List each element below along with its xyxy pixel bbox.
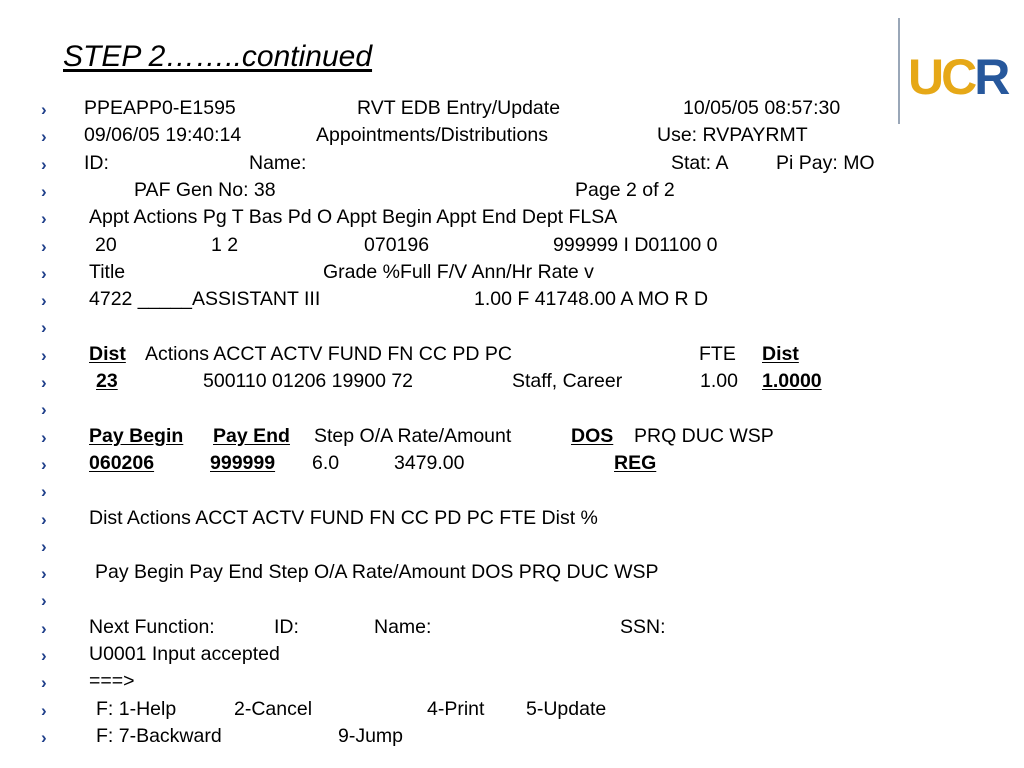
terminal-text: 4-Print xyxy=(427,698,485,720)
terminal-text: 9-Jump xyxy=(338,725,404,747)
terminal-text: Name: xyxy=(249,152,307,174)
bullet-icon: › xyxy=(41,373,47,392)
bullet-icon: › xyxy=(41,564,47,583)
terminal-text: 3479.00 xyxy=(394,452,465,474)
terminal-text: Name: xyxy=(374,616,432,638)
terminal-text: Step O/A Rate/Amount xyxy=(314,425,512,447)
terminal-text: Stat: A xyxy=(671,152,729,174)
logo-letter: R xyxy=(974,49,1008,105)
terminal-text: PAF Gen No: 38 xyxy=(134,179,276,201)
terminal-text: Staff, Career xyxy=(512,370,623,392)
terminal-text: 6.0 xyxy=(312,452,340,474)
terminal-text: 500110 01206 19900 72 xyxy=(203,370,414,392)
bullet-icon: › xyxy=(41,701,47,720)
terminal-text: 999999 xyxy=(210,452,276,474)
terminal-text: Actions ACCT ACTV FUND FN CC PD PC xyxy=(145,343,512,365)
terminal-text: 070196 xyxy=(364,234,430,256)
bullet-icon: › xyxy=(41,482,47,501)
terminal-text: F: 7-Backward xyxy=(96,725,222,747)
terminal-text: 23 xyxy=(96,370,118,392)
terminal-text: Dist Actions ACCT ACTV FUND FN CC PD PC FTE Dist % xyxy=(89,507,598,529)
ucr-wordmark xyxy=(908,49,1008,105)
terminal-text: 09/06/05 19:40:14 xyxy=(84,124,242,146)
terminal-text: PRQ DUC WSP xyxy=(634,425,774,447)
bullet-icon: › xyxy=(41,455,47,474)
ucr-logo xyxy=(898,18,1008,126)
terminal-text: ===> xyxy=(89,670,135,692)
terminal-text: 10/05/05 08:57:30 xyxy=(683,97,841,119)
terminal-text: Pay Begin xyxy=(89,425,184,447)
terminal-text: 20 xyxy=(95,234,117,256)
terminal-text: 1 2 xyxy=(211,234,239,256)
terminal-text: 1.00 F 41748.00 A MO R D xyxy=(474,288,709,310)
terminal-text: Use: RVPAYRMT xyxy=(657,124,808,146)
terminal-text: Title xyxy=(89,261,126,283)
terminal-text: Grade %Full F/V Ann/Hr Rate v xyxy=(323,261,594,283)
logo-letter: U xyxy=(908,49,942,105)
terminal-text: DOS xyxy=(571,425,614,447)
terminal-text: 999999 I D01100 0 xyxy=(553,234,718,256)
bullet-icon: › xyxy=(41,291,47,310)
terminal-text: Pay Begin Pay End Step O/A Rate/Amount DOS PRQ DUC WSP xyxy=(95,561,659,583)
terminal-text: 1.00 xyxy=(700,370,738,392)
bullet-icon: › xyxy=(41,155,47,174)
terminal-text: FTE xyxy=(699,343,736,365)
terminal-text: 5-Update xyxy=(526,698,607,720)
logo-letter: C xyxy=(941,49,975,105)
bullet-icon: › xyxy=(41,537,47,556)
terminal-text: Dist xyxy=(762,343,799,365)
terminal-text: U0001 Input accepted xyxy=(89,643,280,665)
terminal-text: Next Function: xyxy=(89,616,215,638)
terminal-text: Dist xyxy=(89,343,126,365)
terminal-text: ID: xyxy=(84,152,109,174)
logo-divider xyxy=(898,18,900,124)
terminal-text: 4722 _____ASSISTANT III xyxy=(89,288,321,310)
terminal-text: Appt Actions Pg T Bas Pd O Appt Begin Appt End Dept FLSA xyxy=(89,206,618,228)
bullet-icon: › xyxy=(41,619,47,638)
bullet-icon: › xyxy=(41,428,47,447)
terminal-text: 1.0000 xyxy=(762,370,822,392)
terminal-text: RVT EDB Entry/Update xyxy=(357,97,561,119)
bullet-icon: › xyxy=(41,318,47,337)
terminal-text: Appointments/Distributions xyxy=(316,124,548,146)
terminal-text: 2-Cancel xyxy=(234,698,313,720)
terminal-text: Pi Pay: MO xyxy=(776,152,875,174)
bullet-icon: › xyxy=(41,346,47,365)
bullet-icon: › xyxy=(41,237,47,256)
bullet-icon: › xyxy=(41,673,47,692)
bullet-icon: › xyxy=(41,510,47,529)
bullet-icon: › xyxy=(41,591,47,610)
terminal-text: PPEAPP0-E1595 xyxy=(84,97,236,119)
terminal-text: REG xyxy=(614,452,657,474)
terminal-text: F: 1-Help xyxy=(96,698,177,720)
terminal-text: Pay End xyxy=(213,425,290,447)
terminal-text: SSN: xyxy=(620,616,666,638)
bullet-icon: › xyxy=(41,209,47,228)
slide-title: STEP 2……..continued xyxy=(63,40,373,73)
bullet-icon: › xyxy=(41,182,47,201)
bullet-icon: › xyxy=(41,264,47,283)
bullet-icon: › xyxy=(41,646,47,665)
bullet-icon: › xyxy=(41,100,47,119)
terminal-text: ID: xyxy=(274,616,299,638)
terminal-text: 060206 xyxy=(89,452,155,474)
terminal-text: Page 2 of 2 xyxy=(575,179,675,201)
bullet-icon: › xyxy=(41,400,47,419)
bullet-icon: › xyxy=(41,127,47,146)
bullet-icon: › xyxy=(41,728,47,747)
